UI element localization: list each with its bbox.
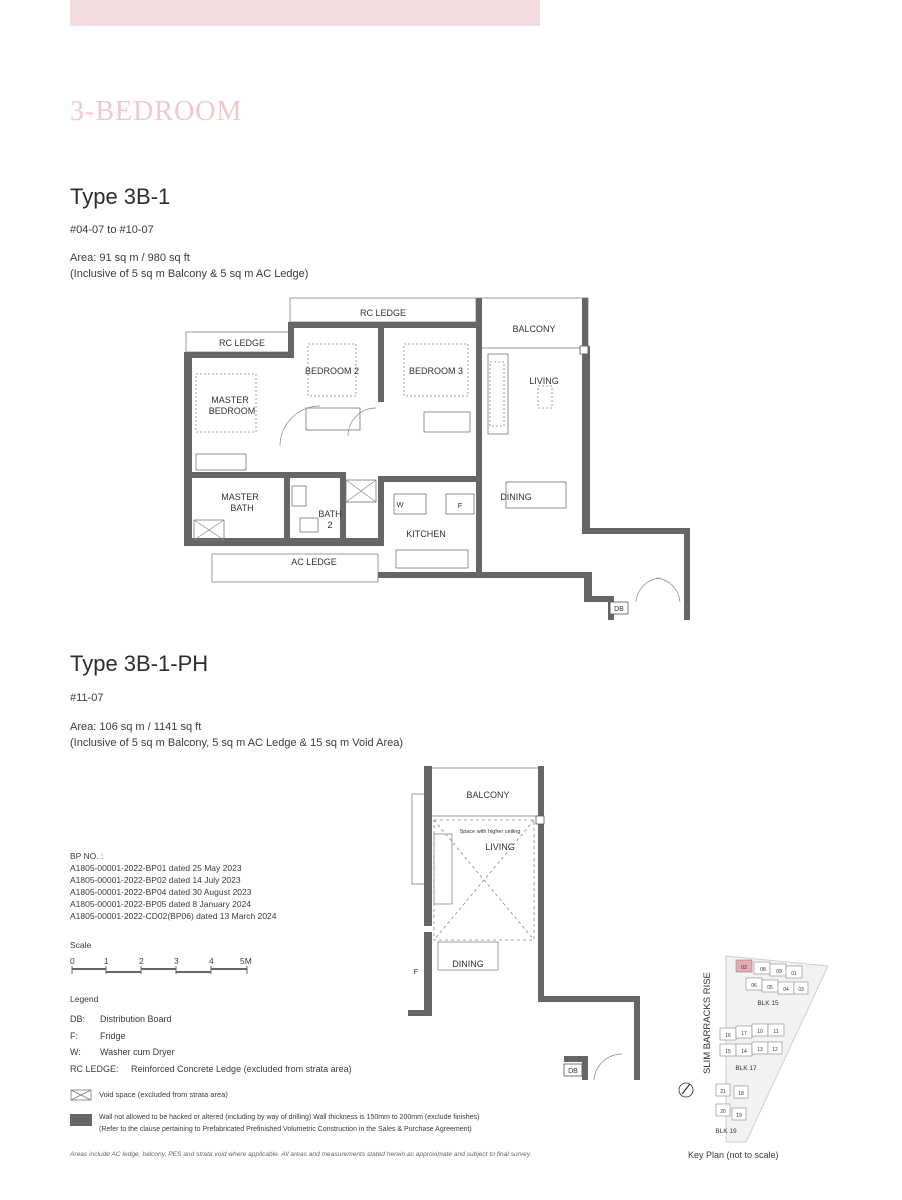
keyplan-unit: 02 — [741, 965, 747, 971]
keyplan-unit: 05 — [767, 985, 773, 991]
type2-f-label: F — [413, 967, 419, 976]
keyplan-unit: 14 — [741, 1049, 747, 1055]
type1-kitchen-label: KITCHEN — [406, 529, 446, 539]
scale-tick: 1 — [104, 956, 109, 966]
type2-area: Area: 106 sq m / 1141 sq ft — [70, 721, 202, 733]
void-space-note: Void space (excluded from strata area) — [99, 1090, 228, 1099]
keyplan-unit: 04 — [783, 987, 789, 993]
type1-rc-ledge-left: RC LEDGE — [218, 338, 266, 348]
type1-title: Type 3B-1 — [70, 184, 171, 209]
bp-block — [70, 850, 277, 922]
type1-rc-ledge-top: RC LEDGE — [359, 308, 407, 318]
type1-area-note: (Inclusive of 5 sq m Balcony & 5 sq m AC Ledge) — [70, 268, 309, 280]
keyplan-unit: 11 — [773, 1029, 779, 1035]
legend-item: DB: Distribution Board — [70, 1014, 172, 1024]
scale-bar — [70, 966, 260, 976]
legend-item: W: Washer cum Dryer — [70, 1047, 175, 1057]
type1-living-label: LIVING — [529, 376, 559, 386]
legend-heading: Legend — [70, 994, 99, 1004]
scale-heading: Scale — [70, 940, 92, 950]
type2-living-label: LIVING — [485, 842, 515, 852]
bp-line: A1805-00001-2022-BP04 dated 30 August 2023 — [70, 887, 252, 897]
type2-units: #11-07 — [70, 692, 104, 704]
type1-db-label: DB — [614, 606, 624, 613]
keyplan-unit: 17 — [741, 1031, 747, 1037]
keyplan-unit: 10 — [757, 1029, 763, 1035]
keyplan-blk19: BLK 19 — [715, 1128, 737, 1135]
type1-bedroom3-label: BEDROOM 3 — [408, 366, 464, 376]
keyplan-unit: 16 — [725, 1033, 731, 1039]
keyplan-unit: 09 — [776, 969, 782, 975]
legend-list — [70, 1011, 352, 1077]
scale-tick: 4 — [209, 956, 214, 966]
bp-heading: BP NO. : — [70, 851, 104, 861]
header-band — [70, 0, 540, 26]
footnote: Areas include AC ledge, balcony, PES and strata void where applicable. All areas and measurements stated herein as approximate and subject to final survey. — [70, 1151, 532, 1158]
type1-w-label: W — [396, 500, 404, 509]
bp-line: A1805-00001-2022-BP01 dated 25 May 2023 — [70, 863, 242, 873]
keyplan-unit: 15 — [725, 1049, 731, 1055]
type1-bedroom2-label: BEDROOM 2 — [304, 366, 360, 376]
type1-dining-label: DINING — [500, 492, 532, 502]
type1-master-bath-label-2: BATH — [230, 503, 254, 513]
north-arrow-icon — [679, 1083, 693, 1097]
scale-tick: 3 — [174, 956, 179, 966]
type1-floor-plan — [180, 296, 700, 626]
bp-line: A1805-00001-2022-BP02 dated 14 July 2023 — [70, 875, 241, 885]
section-title: 3-BEDROOM — [70, 96, 243, 127]
keyplan-unit: 06 — [751, 983, 757, 989]
scale-ticks — [70, 956, 270, 966]
type1-ac-ledge-label: AC LEDGE — [291, 557, 337, 567]
scale-tick: 2 — [139, 956, 144, 966]
wall-note-1: Wall not allowed to be hacked or altered (including by way of drilling) Wall thickness is 150mm to 200mm (exclude finishes) — [99, 1114, 480, 1121]
scale-tick: 5M — [240, 956, 252, 966]
wall-note-2: (Refer to the clause pertaining to Prefabricated Prefinished Volumetric Construction in the Sales & Purchase Agreement) — [99, 1126, 472, 1133]
void-space-swatch — [70, 1089, 92, 1101]
type2-title: Type 3B-1-PH — [70, 651, 209, 676]
type1-bath2-label-1: BATH — [318, 509, 342, 519]
keyplan-unit: 01 — [791, 971, 797, 977]
type2-area-note: (Inclusive of 5 sq m Balcony, 5 sq m AC Ledge & 15 sq m Void Area) — [70, 737, 404, 749]
type1-master-bath-label-1: MASTER — [221, 492, 259, 502]
keyplan-road-label: SLIM BARRACKS RISE — [702, 972, 713, 1074]
legend-item: F: Fridge — [70, 1030, 126, 1041]
type1-bath2-label-2: 2 — [327, 520, 333, 530]
keyplan-unit: 19 — [736, 1113, 742, 1119]
type2-dining-label: DINING — [452, 959, 484, 969]
keyplan-blk17: BLK 17 — [735, 1065, 757, 1072]
type2-db-label: DB — [568, 1068, 578, 1075]
type1-area: Area: 91 sq m / 980 sq ft — [70, 252, 190, 264]
type1-balcony-label: BALCONY — [512, 324, 556, 334]
legend-item: RC LEDGE: Reinforced Concrete Ledge (excluded from strata area) — [70, 1063, 352, 1074]
keyplan-unit: 18 — [738, 1091, 744, 1097]
keyplan-unit: 13 — [757, 1047, 763, 1053]
keyplan-caption: Key Plan (not to scale) — [688, 1150, 779, 1160]
wall-swatch — [70, 1114, 92, 1126]
keyplan-unit: 21 — [720, 1089, 726, 1095]
type2-balcony-label: BALCONY — [466, 790, 510, 800]
bp-line: A1805-00001-2022-BP05 dated 8 January 2024 — [70, 899, 252, 909]
type2-higher-ceiling-label: Space with higher ceiling — [459, 829, 521, 835]
keyplan-unit: 08 — [760, 967, 766, 973]
type1-master-bedroom-label-1: MASTER — [211, 395, 249, 405]
type1-f-label: F — [457, 501, 463, 510]
key-plan — [670, 948, 840, 1148]
type1-master-bedroom-label-2: BEDROOM — [208, 406, 256, 416]
type1-units: #04-07 to #10-07 — [70, 224, 154, 236]
keyplan-unit: 12 — [772, 1047, 778, 1053]
keyplan-unit: 03 — [798, 987, 804, 993]
keyplan-unit: 20 — [720, 1109, 726, 1115]
type2-floor-plan — [404, 764, 648, 1084]
scale-tick: 0 — [70, 956, 75, 966]
bp-line: A1805-00001-2022-CD02(BP06) dated 13 March 2024 — [70, 911, 277, 921]
keyplan-blk15: BLK 15 — [757, 1000, 779, 1007]
